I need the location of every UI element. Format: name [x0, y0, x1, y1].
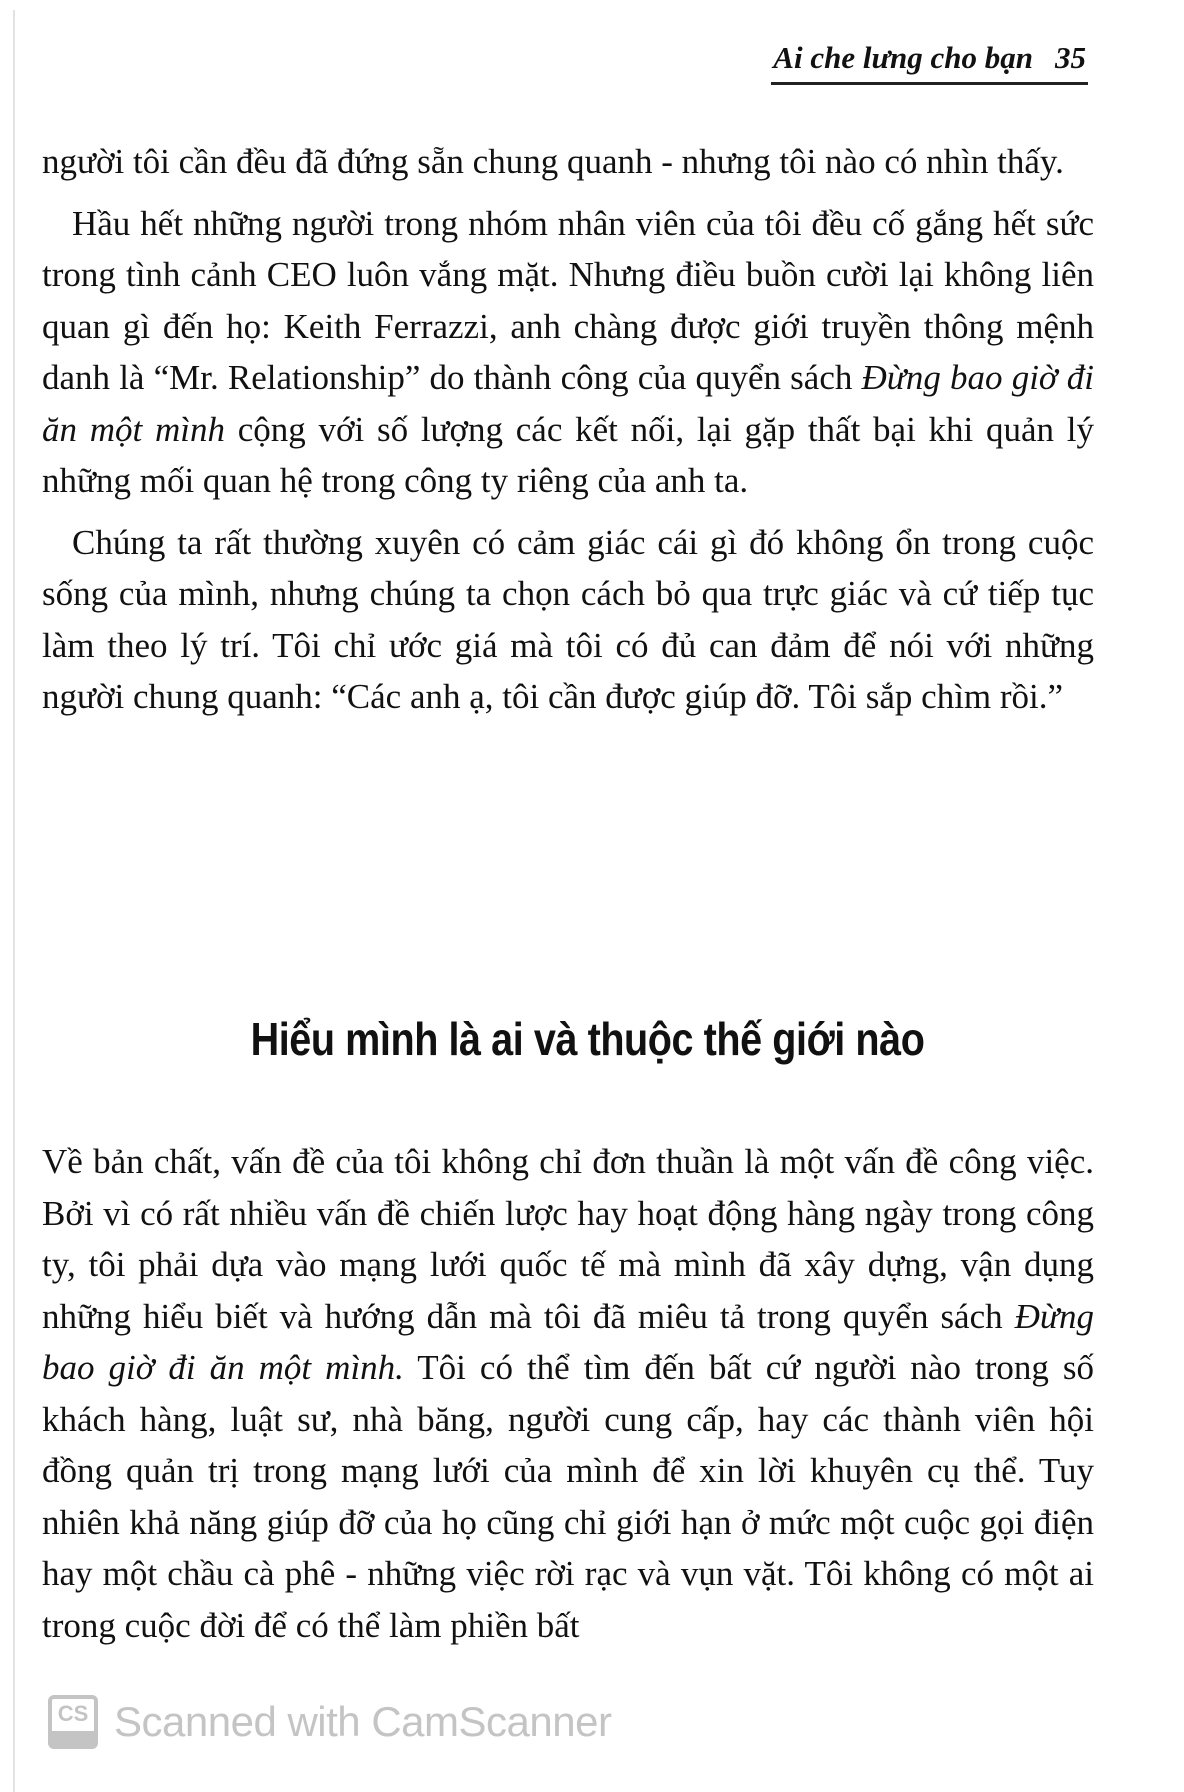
text-run: Chúng ta rất thường xuyên có cảm giác cái gì đó không ổn trong cuộc sống của mình, nhưng chúng ta chọn cách bỏ qua trực giác và cứ tiếp tục làm theo lý trí. Tôi chỉ ước giá mà tôi có đủ can đảm để nói với những người chung quanh: “Các anh ạ, tôi cần được giúp đỡ. Tôi sắp chìm rồi.”: [42, 522, 1094, 716]
text-run: Tôi có thể tìm đến bất cứ người nào trong số khách hàng, luật sư, nhà băng, người cung cấp, hay các thành viên hội đồng quản trị trong mạng lưới của mình để xin lời khuyên cụ thể. Tuy nhiên khả năng giúp đỡ của họ cũng chỉ giới hạn ở mức một cuộc gọi điện hay một chầu cà phê - những việc rời rạc và vụn vặt. Tôi không có một ai trong cuộc đời để có thể làm phiền bất: [42, 1348, 1094, 1645]
paragraph: [42, 517, 1094, 723]
text-run: cộng với số lượng các kết nối, lại gặp thất bại khi quản lý những mối quan hệ trong công ty riêng của anh ta.: [42, 409, 1095, 500]
paragraph: [42, 198, 1094, 507]
body-text-block-1: [42, 136, 1094, 723]
running-head-title: Ai che lưng cho bạn: [773, 40, 1033, 75]
camscanner-logo-text: CS: [57, 1701, 89, 1726]
book-title-italic: Đừng bao giờ đi ăn một mình.: [42, 1296, 1094, 1387]
paragraph: [42, 1136, 1094, 1651]
text-run: người tôi cần đều đã đứng sẵn chung quanh - nhưng tôi nào có nhìn thấy.: [42, 142, 1064, 181]
scan-edge-line: [13, 10, 15, 1792]
text-run: Hầu hết những người trong nhóm nhân viên của tôi đều cố gắng hết sức trong tình cảnh CEO luôn vắng mặt. Nhưng điều buồn cười lại không liên quan gì đến họ: Keith Ferrazzi, anh chàng được giới truyền thông mệnh danh là “Mr. Relationship” do thành công của quyển sách: [42, 203, 1094, 397]
camscanner-logo-icon: [48, 1695, 98, 1749]
watermark-text: Scanned with CamScanner: [114, 1698, 612, 1745]
running-head: [771, 40, 1088, 85]
text-run: Về bản chất, vấn đề của tôi không chỉ đơn thuần là một vấn đề công việc. Bởi vì có rất nhiều vấn đề chiến lược hay hoạt động hàng ngày trong công ty, tôi phải dựa vào mạng lưới quốc tế mà mình đã xây dựng, vận dụng những hiểu biết và hướng dẫn mà tôi đã miêu tả trong quyển sách: [42, 1142, 1094, 1336]
body-text-block-2: [42, 1136, 1094, 1651]
paragraph: [42, 136, 1094, 188]
camscanner-watermark: [48, 1695, 611, 1749]
page-number: 35: [1055, 40, 1086, 75]
camscanner-logo-bar: [52, 1731, 94, 1745]
section-heading: Hiểu mình là ai và thuộc thế giới nào: [250, 1013, 925, 1065]
book-title-italic: Đừng bao giờ đi ăn một mình: [42, 358, 1094, 449]
